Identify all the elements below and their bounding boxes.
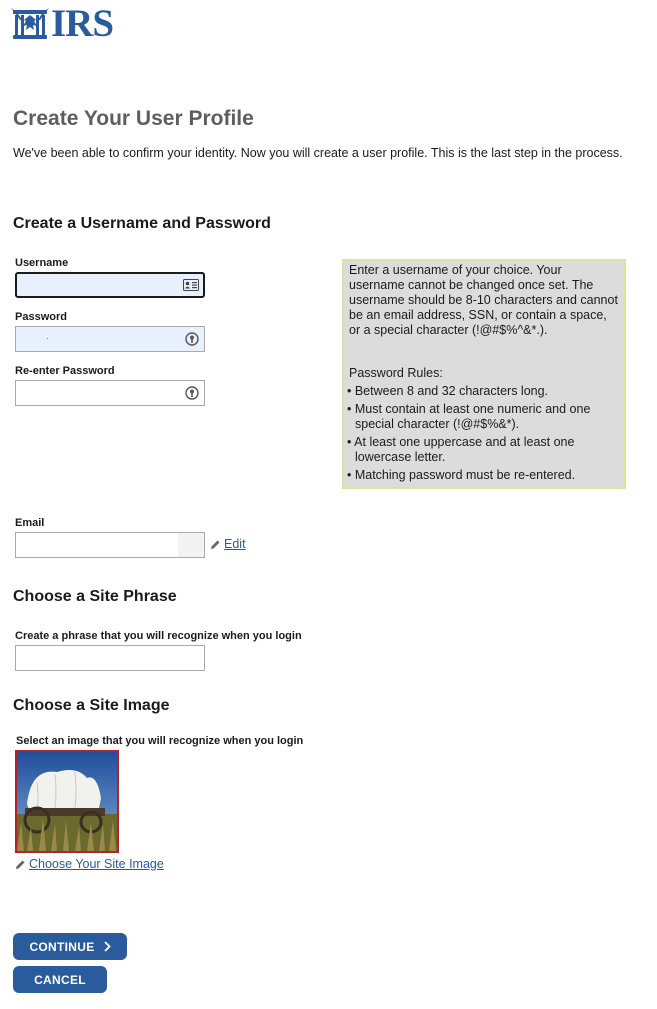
username-password-help-box (342, 259, 626, 489)
irs-logo[interactable] (10, 2, 114, 45)
username-input[interactable] (15, 272, 205, 298)
edit-email-link[interactable] (210, 537, 246, 551)
continue-label: CONTINUE (29, 939, 95, 954)
password-rules-title: Password Rules: (349, 366, 443, 380)
reenter-password-input[interactable] (15, 380, 205, 406)
site-image-thumbnail[interactable] (15, 750, 119, 853)
password-rule: • Between 8 and 32 characters long. (347, 384, 549, 398)
password-rules-list (349, 384, 619, 483)
chevron-right-icon (104, 941, 111, 952)
logo-text: IRS (51, 2, 114, 45)
page-title: Create Your User Profile (13, 107, 254, 130)
password-rule: • Matching password must be re-entered. (347, 468, 576, 482)
email-readonly-strip (178, 533, 204, 557)
edit-email-label: Edit (224, 537, 246, 551)
password-input[interactable] (15, 326, 205, 352)
password-rule: • Must contain at least one numeric and one special character (!@#$%&*). (347, 402, 591, 431)
site-phrase-heading: Choose a Site Phrase (13, 588, 177, 605)
credentials-heading: Create a Username and Password (13, 215, 271, 232)
choose-site-image-label: Choose Your Site Image (29, 857, 164, 871)
irs-eagle-icon (10, 6, 50, 42)
choose-site-image-link[interactable] (15, 857, 164, 871)
contact-card-icon (183, 278, 199, 292)
cancel-button[interactable] (13, 966, 107, 993)
covered-wagon-image (17, 752, 117, 851)
password-value: · (46, 334, 49, 343)
pencil-icon (15, 859, 26, 870)
email-label: Email (15, 517, 45, 529)
pencil-icon (210, 539, 221, 550)
site-phrase-input[interactable] (15, 645, 205, 671)
intro-text: We've been able to confirm your identity. Now you will create a user profile. This is the last step in the process. (13, 146, 623, 160)
site-image-label: Select an image that you will recognize when you login (16, 735, 304, 747)
reenter-password-label: Re-enter Password (15, 365, 115, 377)
cancel-label: CANCEL (34, 972, 86, 987)
site-phrase-label: Create a phrase that you will recognize when you login (15, 630, 302, 642)
password-key-icon[interactable] (184, 332, 200, 346)
site-image-heading: Choose a Site Image (13, 697, 170, 714)
password-key-icon[interactable] (184, 386, 200, 400)
email-input[interactable] (15, 532, 205, 558)
username-help-text: Enter a username of your choice. Your username cannot be changed once set. The username should be 8-10 characters and cannot be an email address, SSN, or contain a space, or a special character (!@#$%^&*.). (349, 263, 618, 337)
password-label: Password (15, 311, 67, 323)
continue-button[interactable] (13, 933, 127, 960)
password-rule: • At least one uppercase and at least one lowercase letter. (347, 435, 575, 464)
username-label: Username (15, 257, 69, 269)
